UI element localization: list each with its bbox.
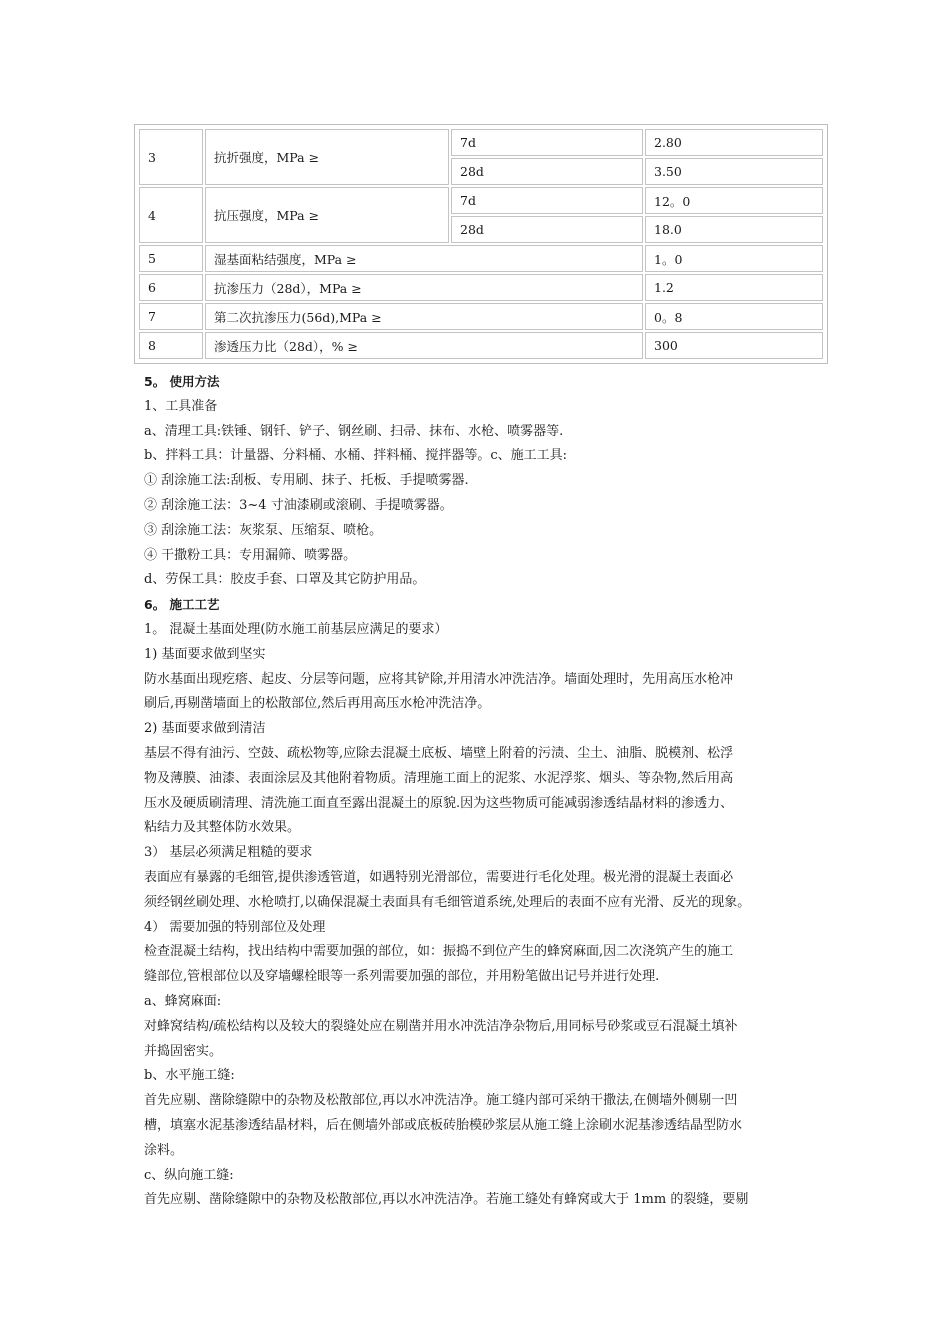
paragraph-line: 1、工具准备 bbox=[144, 398, 218, 414]
paragraph-line: 对蜂窝结构/疏松结构以及较大的裂缝处应在剔凿并用水冲洗洁净杂物后,用同标号砂浆或豆石混凝土填补 bbox=[144, 1018, 738, 1034]
paragraph-line: 2) 基面要求做到清洁 bbox=[144, 721, 266, 737]
paragraph-line: 基层不得有油污、空鼓、疏松物等,应除去混凝土底板、墙壁上附着的污渍、尘土、油脂、脱模剂、松浮 bbox=[144, 745, 734, 761]
paragraph-line: c、纵向施工缝: bbox=[144, 1167, 234, 1183]
paragraph-line: 槽，填塞水泥基渗透结晶材料，后在侧墙外部或底板砖胎模砂浆层从施工缝上涂刷水泥基渗透结晶型防水 bbox=[144, 1117, 743, 1133]
paragraph-line: ④ 干撒粉工具：专用漏筛、喷雾器。 bbox=[144, 547, 357, 563]
item-name: 抗压强度，MPa ≥ bbox=[205, 187, 449, 243]
value-cell: 300 bbox=[645, 332, 823, 359]
item-name: 渗透压力比（28d），% ≥ bbox=[205, 332, 643, 359]
section-6-body bbox=[144, 618, 824, 1213]
item-name: 湿基面粘结强度，MPa ≥ bbox=[205, 245, 643, 272]
section-5-body bbox=[144, 395, 824, 593]
paragraph-line: 刷后,再剔凿墙面上的松散部位,然后再用高压水枪冲洗洁净。 bbox=[144, 696, 491, 712]
value-cell: 0。8 bbox=[645, 303, 823, 330]
row-number: 6 bbox=[139, 274, 203, 301]
item-name: 抗渗压力（28d），MPa ≥ bbox=[205, 274, 643, 301]
paragraph-line: 须经钢丝刷处理、水枪喷打,以确保混凝土表面具有毛细管道系统,处理后的表面不应有光滑、反光的现象。 bbox=[144, 894, 751, 910]
paragraph-line: 涂料。 bbox=[144, 1142, 184, 1158]
age-cell: 7d bbox=[451, 187, 643, 214]
spec-table bbox=[134, 124, 828, 364]
paragraph-line: 1。 混凝土基面处理(防水施工前基层应满足的要求） bbox=[144, 621, 448, 637]
paragraph-line: 首先应剔、凿除缝隙中的杂物及松散部位,再以水冲洗洁净。若施工缝处有蜂窝或大于 1mm 的裂缝，要剔 bbox=[144, 1192, 749, 1208]
paragraph-line: 1) 基面要求做到坚实 bbox=[144, 646, 266, 662]
age-cell: 28d bbox=[451, 216, 643, 243]
value-cell: 1.2 bbox=[645, 274, 823, 301]
value-cell: 12。0 bbox=[645, 187, 823, 214]
row-number: 3 bbox=[139, 129, 203, 185]
paragraph-line: 防水基面出现疙瘩、起皮、分层等问题，应将其铲除,并用清水冲洗洁净。墙面处理时，先用高压水枪冲 bbox=[144, 671, 734, 687]
table-row bbox=[139, 332, 823, 359]
paragraph-line: a、清理工具:铁锤、钢钎、铲子、钢丝刷、扫帚、抹布、水枪、喷雾器等. bbox=[144, 423, 564, 439]
paragraph-line: 缝部位,管根部位以及穿墙螺栓眼等一系列需要加强的部位，并用粉笔做出记号并进行处理. bbox=[144, 969, 660, 985]
paragraph-line: 粘结力及其整体防水效果。 bbox=[144, 820, 301, 836]
table-row bbox=[139, 303, 823, 330]
row-number: 4 bbox=[139, 187, 203, 243]
table-row bbox=[139, 274, 823, 301]
value-cell: 18.0 bbox=[645, 216, 823, 243]
table-row bbox=[139, 245, 823, 272]
age-cell: 28d bbox=[451, 158, 643, 185]
section-heading: 5。 使用方法 bbox=[144, 374, 220, 389]
row-number: 5 bbox=[139, 245, 203, 272]
paragraph-line: 检查混凝土结构，找出结构中需要加强的部位，如：振捣不到位产生的蜂窝麻面,因二次浇筑产生的施工 bbox=[144, 944, 734, 960]
paragraph-line: 并捣固密实。 bbox=[144, 1043, 223, 1059]
table-row bbox=[139, 187, 823, 214]
table-row bbox=[139, 129, 823, 156]
value-cell: 1。0 bbox=[645, 245, 823, 272]
paragraph-line: ③ 刮涂施工法：灰浆泵、压缩泵、喷枪。 bbox=[144, 522, 383, 538]
paragraph-line: ① 刮涂施工法:刮板、专用刷、抹子、托板、手提喷雾器. bbox=[144, 473, 469, 489]
paragraph-line: 物及薄膜、油漆、表面涂层及其他附着物质。清理施工面上的泥浆、水泥浮浆、烟头、等杂物,然后用高 bbox=[144, 770, 734, 786]
row-number: 7 bbox=[139, 303, 203, 330]
paragraph-line: d、劳保工具：胶皮手套、口罩及其它防护用品。 bbox=[144, 572, 426, 588]
value-cell: 2.80 bbox=[645, 129, 823, 156]
paragraph-line: b、拌料工具：计量器、分料桶、水桶、拌料桶、搅拌器等。c、施工工具: bbox=[144, 448, 567, 464]
row-number: 8 bbox=[139, 332, 203, 359]
paragraph-line: 3） 基层必须满足粗糙的要求 bbox=[144, 845, 313, 861]
paragraph-line: 4） 需要加强的特别部位及处理 bbox=[144, 919, 326, 935]
item-name: 第二次抗渗压力(56d),MPa ≥ bbox=[205, 303, 643, 330]
paragraph-line: 压水及硬质刷清理、清洗施工面直至露出混凝土的原貌.因为这些物质可能减弱渗透结晶材料的渗透力、 bbox=[144, 795, 734, 811]
item-name: 抗折强度，MPa ≥ bbox=[205, 129, 449, 185]
age-cell: 7d bbox=[451, 129, 643, 156]
paragraph-line: 表面应有暴露的毛细管,提供渗透管道，如遇特别光滑部位，需要进行毛化处理。极光滑的混凝土表面必 bbox=[144, 869, 734, 885]
paragraph-line: a、蜂窝麻面: bbox=[144, 993, 222, 1009]
section-heading: 6。 施工工艺 bbox=[144, 597, 220, 613]
paragraph-line: 首先应剔、凿除缝隙中的杂物及松散部位,再以水冲洗洁净。施工缝内部可采纳干撒法,在侧墙外侧剔一凹 bbox=[144, 1093, 738, 1109]
body-text bbox=[144, 370, 824, 1213]
paragraph-line: b、水平施工缝: bbox=[144, 1068, 235, 1084]
paragraph-line: ② 刮涂施工法：3~4 寸油漆刷或滚刷、手提喷雾器。 bbox=[144, 497, 453, 513]
value-cell: 3.50 bbox=[645, 158, 823, 185]
